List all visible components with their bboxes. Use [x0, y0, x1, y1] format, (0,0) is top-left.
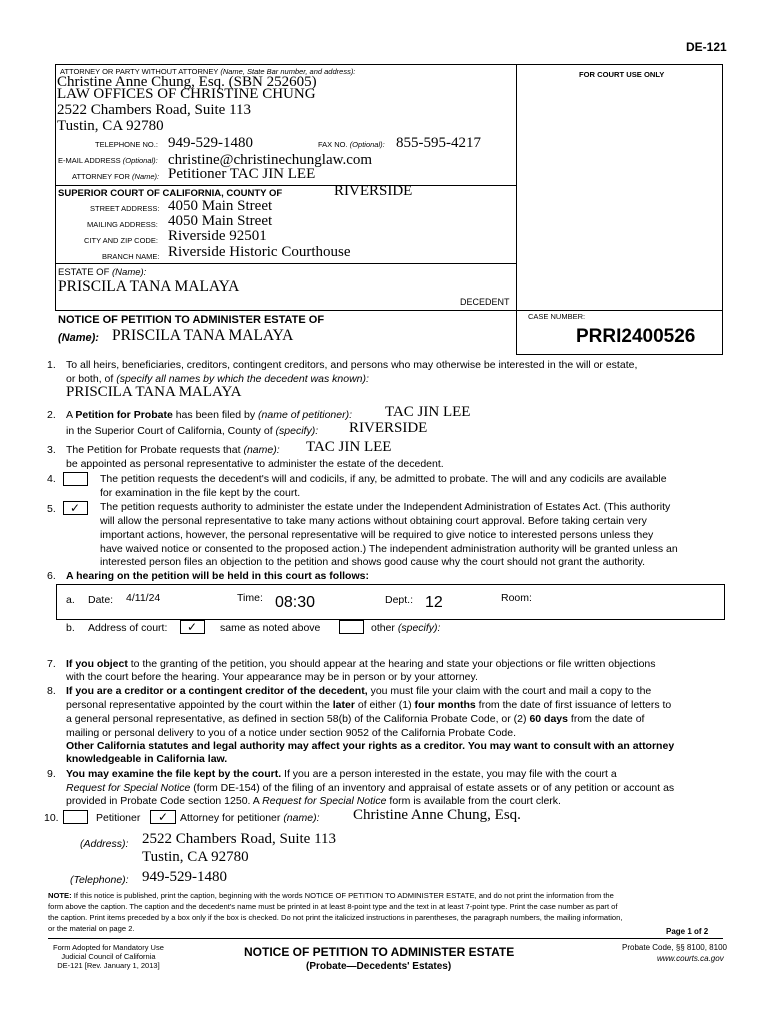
attorney-header: ATTORNEY OR PARTY WITHOUT ATTORNEY (Name, State Bar number, and address): — [60, 67, 356, 76]
item-3-number: 3. — [47, 444, 56, 456]
item-4-line-a: The petition requests the decedent's will and codicils, if any, be admitted to probate. The will and any codicils are available — [100, 473, 667, 485]
item-2-county[interactable]: RIVERSIDE — [349, 420, 428, 436]
hearing-a: a. — [66, 594, 75, 606]
same-address-label: same as noted above — [220, 622, 321, 634]
hearing-room-label: Room: — [501, 592, 532, 604]
item-3-fill[interactable]: TAC JIN LEE — [306, 439, 392, 455]
item-1-number: 1. — [47, 359, 56, 371]
item-4-number: 4. — [47, 473, 56, 485]
item-8-line-e: Other California statutes and legal authority may affect your rights as a creditor. You may want to consult with an attorney — [66, 740, 675, 752]
city-zip-label: CITY AND ZIP CODE: — [84, 236, 158, 245]
note-line-1: NOTE: If this notice is published, print the caption, beginning with the words NOTICE OF PETITION TO ADMINISTER ESTATE, and do not print the information from the — [48, 891, 614, 900]
fax-value[interactable]: 855-595-4217 — [396, 135, 481, 151]
court-bottom-line — [55, 263, 516, 264]
attorney-checkbox[interactable]: ✓ — [150, 810, 176, 824]
item-7-line-b: with the court before the hearing. Your appearance may be in person or by your attorney. — [66, 671, 478, 683]
case-number-label: CASE NUMBER: — [528, 312, 586, 321]
petitioner-label: Petitioner — [96, 812, 141, 824]
attorney-city[interactable]: Tustin, CA 92780 — [57, 118, 164, 134]
item-8-line-b: personal representative appointed by the court within the later of either (1) four months from the date of first issuance of letters to — [66, 699, 672, 711]
other-address-label: other (specify): — [371, 622, 441, 634]
fax-label: FAX NO. (Optional): — [318, 140, 385, 149]
item-5-number: 5. — [47, 503, 56, 515]
iaea-checkbox[interactable]: ✓ — [63, 501, 88, 515]
attorney-for-label: ATTORNEY FOR (Name): — [72, 172, 160, 181]
item-1-line-a: To all heirs, beneficiaries, creditors, contingent creditors, and persons who may otherwise be interested in the will or estate, — [66, 359, 638, 371]
item-8-line-f: knowledgeable in California law. — [66, 753, 228, 765]
mailing-address-label: MAILING ADDRESS: — [87, 220, 158, 229]
notice-name[interactable]: PRISCILA TANA MALAYA — [112, 327, 294, 344]
hearing-b: b. — [66, 622, 75, 634]
case-box-bottom — [516, 354, 723, 355]
item-2-petitioner[interactable]: TAC JIN LEE — [385, 404, 471, 420]
note-line-3: the caption. Print items preceded by a box only if the box is checked. Do not print the italicized instructions in parentheses, the paragraph numbers, the mailing information, — [48, 913, 623, 922]
item-5-line-c: important actions, however, the personal representative will be required to give notice to interested persons unless they — [100, 529, 654, 541]
page-number: Page 1 of 2 — [666, 927, 709, 936]
item-5-line-b: will allow the personal representative to take many actions without obtaining court approval. Before taking certain very — [100, 515, 647, 527]
item-2-number: 2. — [47, 409, 56, 421]
item-6-number: 6. — [47, 570, 56, 582]
branch-label: BRANCH NAME: — [102, 252, 160, 261]
item-2-line-b: in the Superior Court of California, County of (specify): — [66, 425, 319, 437]
item-8-number: 8. — [47, 685, 56, 697]
footer-site[interactable]: www.courts.ca.gov — [657, 954, 724, 963]
attorney-firm[interactable]: LAW OFFICES OF CHRISTINE CHUNG — [57, 86, 316, 102]
estate-label: ESTATE OF (Name): — [58, 267, 147, 278]
footer-subtitle: (Probate—Decedents' Estates) — [306, 961, 452, 972]
address-line-1[interactable]: 2522 Chambers Road, Suite 113 — [142, 831, 337, 847]
item-8-line-c: a general personal representative, as defined in section 58(b) of the California Probate Code, or (2) 60 days from the date of — [66, 713, 645, 725]
address-label: (Address): — [80, 838, 129, 850]
footer-code: Probate Code, §§ 8100, 8100 — [622, 943, 727, 952]
item-7-line-a: If you object to the granting of the petition, you should appear at the hearing and state your objections or file written objections — [66, 658, 656, 670]
other-address-checkbox[interactable] — [339, 620, 364, 634]
telephone-value[interactable]: 949-529-1480 — [168, 135, 253, 151]
petitioner-checkbox[interactable] — [63, 810, 88, 824]
hearing-date[interactable]: 4/11/24 — [126, 592, 161, 604]
decedent-label: DECEDENT — [460, 297, 510, 307]
note-line-2: form above the caption. The caption and the decedent's name must be printed in at least 8-point type and the text in at least 7-point type. Print the case number as part of — [48, 902, 618, 911]
court-top-line — [55, 185, 516, 186]
telephone-label: TELEPHONE NO.: — [95, 140, 158, 149]
item-10-number: 10. — [44, 812, 59, 824]
estate-bottom-line — [55, 310, 723, 311]
item-10-name[interactable]: Christine Anne Chung, Esq. — [353, 807, 521, 823]
address-line-2[interactable]: Tustin, CA 92780 — [142, 849, 249, 865]
court-header: SUPERIOR COURT OF CALIFORNIA, COUNTY OF — [58, 188, 283, 199]
email-value[interactable]: christine@christinechunglaw.com — [168, 152, 373, 168]
item-9-line-b: Request for Special Notice (form DE-154) of the filing of an inventory and appraisal of estate assets or of any petition or account as — [66, 782, 675, 794]
form-id: DE-121 — [686, 40, 727, 54]
item-9-number: 9. — [47, 768, 56, 780]
item-8-line-a: If you are a creditor or a contingent creditor of the decedent, you must file your claim with the court and mail a copy to the — [66, 685, 652, 697]
court-county[interactable]: RIVERSIDE — [334, 183, 413, 199]
hearing-date-label: Date: — [88, 594, 114, 606]
attorney-for-value[interactable]: Petitioner TAC JIN LEE — [168, 166, 316, 182]
court-use-label: FOR COURT USE ONLY — [579, 70, 665, 79]
attorney-name[interactable]: Christine Anne Chung, Esq. (SBN 252605) — [57, 74, 317, 90]
note-line-4: or the material on page 2. — [48, 924, 135, 933]
item-5-line-a: The petition requests authority to administer the estate under the Independent Administration of Estates Act. (This authority — [100, 501, 671, 513]
will-checkbox[interactable] — [63, 472, 88, 486]
item-4-line-b: for examination in the file kept by the court. — [100, 487, 301, 499]
court-address-label: Address of court: — [88, 622, 168, 634]
street-address-value[interactable]: 4050 Main Street — [168, 198, 273, 214]
item-9-line-c: provided in Probate Code section 1250. A Request for Special Notice form is available from the court clerk. — [66, 795, 561, 807]
item-7-number: 7. — [47, 658, 56, 670]
item-1-line-b: or both, of (specify all names by which the decedent was known): — [66, 373, 369, 385]
notice-name-label: (Name): — [58, 332, 99, 344]
attorney-label: Attorney for petitioner (name): — [180, 812, 320, 824]
footer-line — [48, 938, 723, 939]
item-1-fill[interactable]: PRISCILA TANA MALAYA — [66, 384, 242, 400]
estate-name[interactable]: PRISCILA TANA MALAYA — [58, 278, 240, 295]
item-5-line-d: have waived notice or consented to the proposed action.) The independent administration authority will be granted unless an — [100, 543, 678, 555]
hearing-dept[interactable]: 12 — [425, 594, 443, 611]
email-label: E-MAIL ADDRESS (Optional): — [58, 156, 158, 165]
hearing-time-label: Time: — [237, 592, 263, 604]
item-3-line-b: be appointed as personal representative to administer the estate of the decedent. — [66, 458, 444, 470]
attorney-street[interactable]: 2522 Chambers Road, Suite 113 — [57, 102, 252, 118]
branch-value[interactable]: Riverside Historic Courthouse — [168, 244, 351, 260]
header-top-line — [55, 64, 723, 65]
street-address-label: STREET ADDRESS: — [90, 204, 160, 213]
city-zip-value[interactable]: Riverside 92501 — [168, 228, 267, 244]
item-3-line-a: The Petition for Probate requests that (name): — [66, 444, 280, 456]
item-5-line-e: interested person files an objection to the petition and shows good cause why the court should not grant the authority. — [100, 556, 645, 568]
telephone-label-10: (Telephone): — [70, 874, 129, 886]
hearing-dept-label: Dept.: — [385, 594, 414, 606]
item-8-line-d: mailing or personal delivery to you of a notice under section 9052 of the California Probate Code. — [66, 727, 517, 739]
footer-adopted: Form Adopted for Mandatory Use Judicial Council of California DE-121 [Rev. January 1, 2013] — [53, 943, 164, 970]
telephone-value-10[interactable]: 949-529-1480 — [142, 869, 227, 885]
item-6-line: A hearing on the petition will be held in this court as follows: — [66, 570, 369, 582]
case-number-value[interactable]: PRRI2400526 — [576, 326, 696, 347]
item-9-line-a: You may examine the file kept by the court. If you are a person interested in the estate, you may file with the court a — [66, 768, 617, 780]
item-2-line-a: A Petition for Probate has been filed by (name of petitioner): — [66, 409, 353, 421]
header-left-line — [55, 64, 56, 311]
footer-title: NOTICE OF PETITION TO ADMINISTER ESTATE — [244, 945, 515, 959]
mailing-address-value[interactable]: 4050 Main Street — [168, 213, 273, 229]
hearing-time[interactable]: 08:30 — [275, 594, 316, 611]
notice-title: NOTICE OF PETITION TO ADMINISTER ESTATE OF — [58, 314, 325, 326]
same-address-checkbox[interactable]: ✓ — [180, 620, 205, 634]
